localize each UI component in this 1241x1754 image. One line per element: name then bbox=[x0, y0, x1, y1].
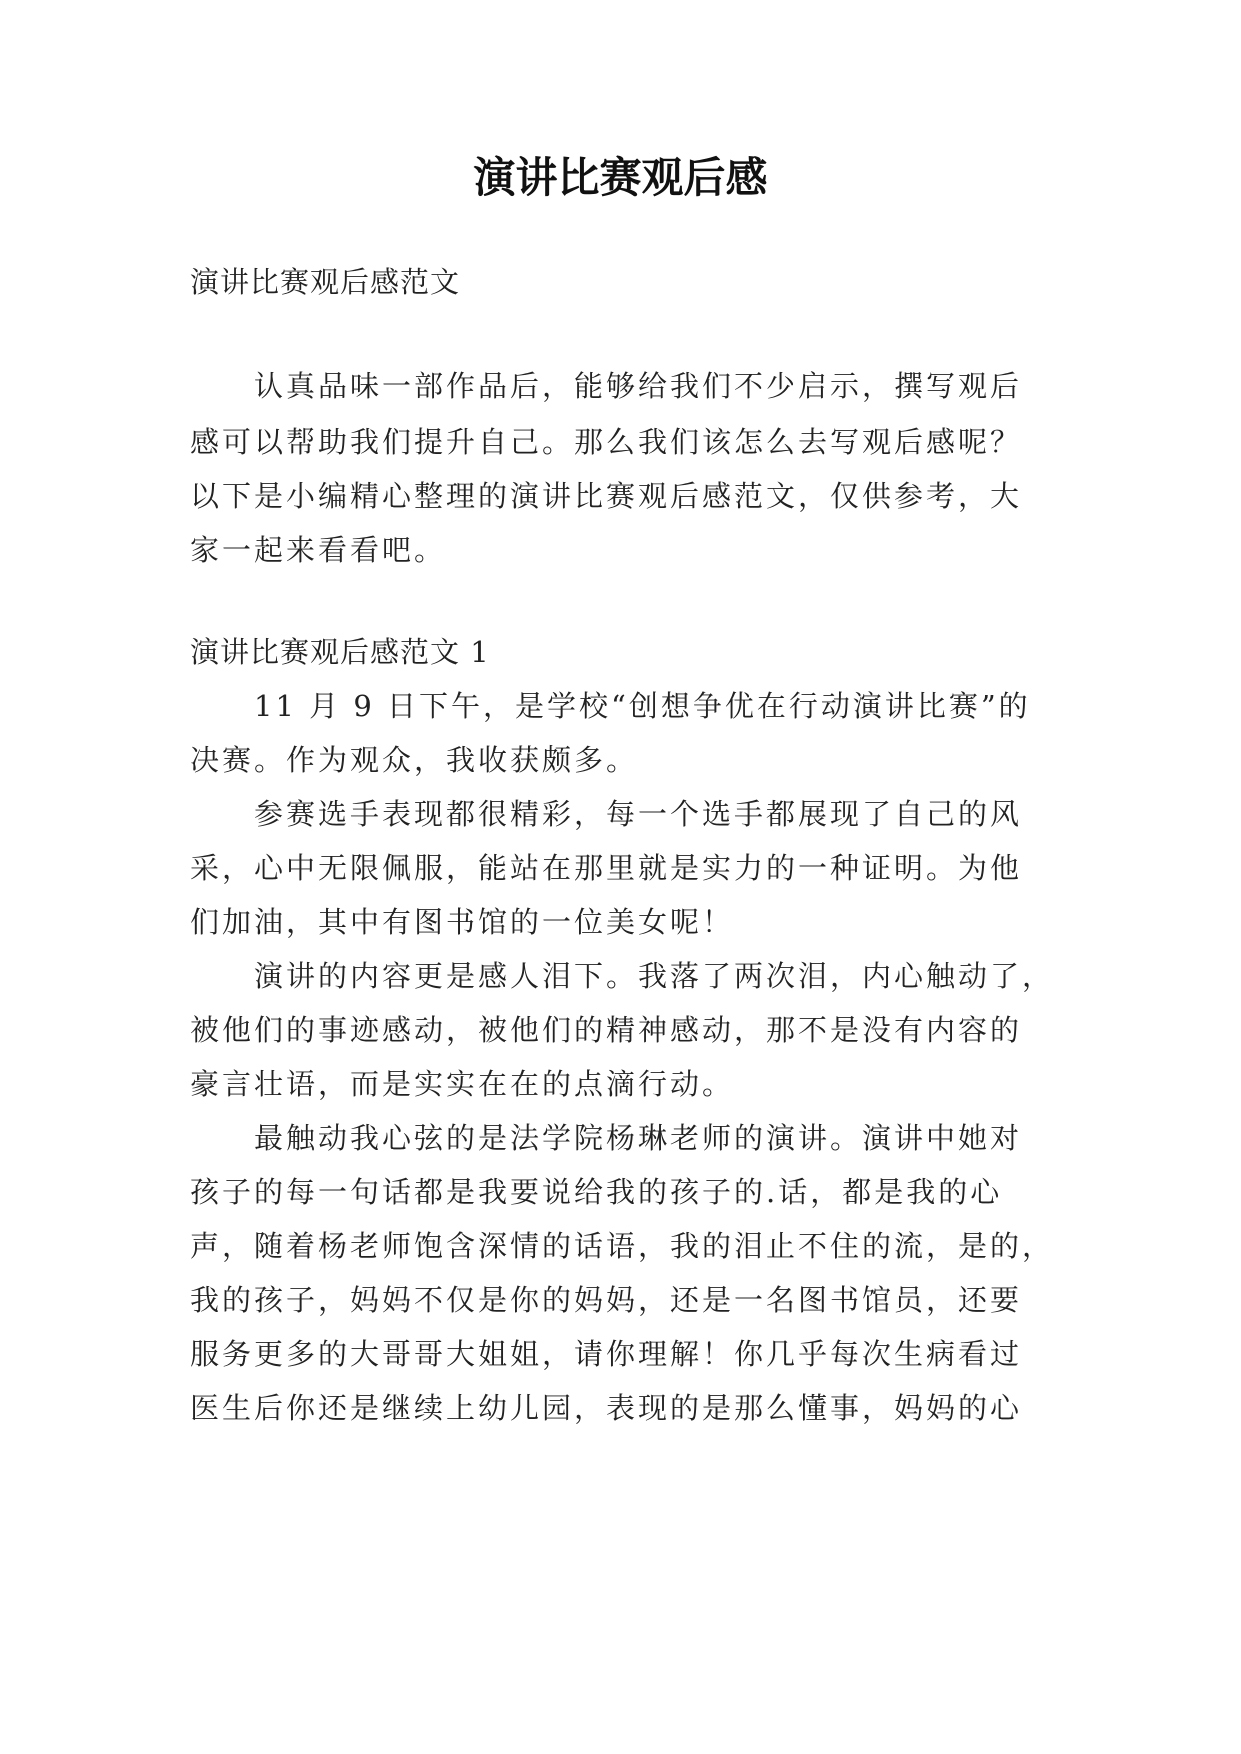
intro-line: 家一起来看看吧。 bbox=[190, 533, 447, 567]
body-line: 被他们的事迹感动，被他们的精神感动，那不是没有内容的 bbox=[190, 1013, 1023, 1047]
body-line: 们加油，其中有图书馆的一位美女呢！ bbox=[190, 905, 735, 939]
body-line: 11 月 9 日下午，是学校“创想争优在行动演讲比赛”的 bbox=[254, 689, 1031, 723]
body-line: 服务更多的大哥哥大姐姐，请你理解！你几乎每次生病看过 bbox=[190, 1337, 1023, 1371]
body-line: 声，随着杨老师饱含深情的话语，我的泪止不住的流，是的， bbox=[190, 1229, 1055, 1263]
intro-line: 感可以帮助我们提升自己。那么我们该怎么去写观后感呢？ bbox=[190, 425, 1023, 459]
section-heading: 演讲比赛观后感范文 1 bbox=[190, 635, 490, 669]
body-line: 医生后你还是继续上幼儿园，表现的是那么懂事，妈妈的心 bbox=[190, 1391, 1023, 1425]
intro-line: 认真品味一部作品后，能够给我们不少启示，撰写观后 bbox=[254, 369, 1023, 403]
document-title: 演讲比赛观后感 bbox=[473, 153, 768, 202]
body-line: 采，心中无限佩服，能站在那里就是实力的一种证明。为他 bbox=[190, 851, 1023, 885]
body-line: 决赛。作为观众，我收获颇多。 bbox=[190, 743, 639, 777]
body-line: 最触动我心弦的是法学院杨琳老师的演讲。演讲中她对 bbox=[254, 1121, 1023, 1155]
body-line: 演讲的内容更是感人泪下。我落了两次泪，内心触动了， bbox=[254, 959, 1055, 993]
body-line: 豪言壮语，而是实实在在的点滴行动。 bbox=[190, 1067, 735, 1101]
body-line: 参赛选手表现都很精彩，每一个选手都展现了自己的风 bbox=[254, 797, 1023, 831]
intro-line: 以下是小编精心整理的演讲比赛观后感范文，仅供参考，大 bbox=[190, 479, 1023, 513]
body-line: 我的孩子，妈妈不仅是你的妈妈，还是一名图书馆员，还要 bbox=[190, 1283, 1023, 1317]
document-subtitle: 演讲比赛观后感范文 bbox=[190, 265, 461, 299]
body-line: 孩子的每一句话都是我要说给我的孩子的.话，都是我的心 bbox=[190, 1175, 1003, 1209]
